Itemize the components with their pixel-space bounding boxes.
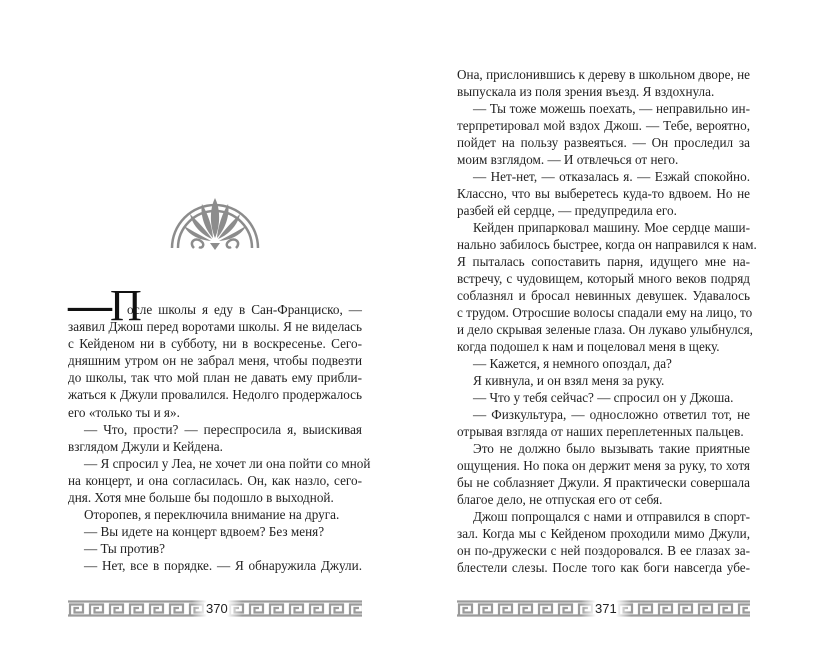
text-line: дня. Хотя мне больше бы подошло в выходной. (68, 490, 334, 506)
text-line: до школы, так что мой план не давать ему прибли- (68, 370, 362, 386)
text-line: — Кажется, я немного опоздал, да? (473, 356, 672, 371)
text-line: — Ты тоже можешь поехать, — неправильно ин- (473, 101, 750, 116)
text-line: выпускала из поля зрения въезд. Я вздохнула. (457, 84, 715, 99)
right-page-footer (457, 600, 750, 617)
drop-cap-dash: — (68, 281, 110, 330)
text-line: — Физкультура, — односложно ответил тот, не (473, 407, 750, 422)
text-line: Я пыталась сопоставить парня, идущего мне на- (457, 254, 750, 269)
text-line: заявил Джош перед воротами школы. Я не виделась (68, 319, 362, 335)
text-line: нально забилось быстрее, когда он направился к нам. (457, 237, 757, 252)
text-line: — Что, прости? — переспросила я, выискивая (84, 421, 362, 437)
text-line: жаться к Джули провалился. Недолго продержалось (68, 387, 362, 403)
text-line: зал. Когда мы с Кейденом проходили мимо Джули, (457, 526, 750, 541)
text-line: Это не должно было вызывать такие приятные (473, 441, 750, 456)
text-line: соблазнял и бросал невинных девушек. Удавалось (457, 288, 750, 303)
text-line: отрывая взгляда от наших переплетенных пальцев. (457, 424, 744, 439)
left-page-text (68, 281, 371, 575)
drop-cap (68, 281, 140, 330)
text-line: с Кейденом ни в субботу, ни в воскресенье. Сего- (68, 336, 362, 352)
text-line: с трудом. Отросшие волосы спадали ему на лицо, то (457, 305, 753, 320)
text-line: бы не соблазняет Джули. Я практически совершала (457, 475, 750, 490)
text-line: разбей ей сердце, — предупредила его. (457, 203, 677, 218)
text-line: — Нет-нет, — отказалась я. — Езжай спокойно. (473, 169, 750, 184)
drop-cap-letter: П (110, 281, 140, 330)
text-line: взглядом Джули и Кейдена. (68, 438, 223, 454)
text-line: — Нет, все в порядке. — Я обнаружила Джули. (84, 558, 362, 574)
page-number: 371 (581, 598, 631, 619)
text-line: ощущения. Но пока он держит меня за руку, то хотя (457, 458, 750, 473)
text-line: — Я спросил у Леа, не хочет ли она пойти со мной (84, 455, 371, 471)
text-line: пойдет на пользу развеяться. — Он проследил за (457, 135, 750, 150)
text-line: Классно, что вы выберетесь куда-то вдвоем. Но не (457, 186, 750, 201)
text-line: — Ты против? (84, 541, 166, 557)
text-line: — Что у тебя сейчас? — спросил он у Джоша. (473, 390, 734, 405)
text-line: его «только ты и я». (68, 404, 180, 420)
page-number: 370 (192, 598, 242, 619)
text-line: Я кивнула, и он взял меня за руку. (473, 373, 665, 388)
first-line-text: осле школы я еду в Сан-Франциско, — (127, 302, 362, 317)
left-page-footer (68, 600, 362, 617)
text-line: Она, прислонившись к дереву в школьном дворе, не (457, 67, 750, 82)
right-page-text (457, 66, 757, 576)
text-line: моим взглядом. — И отвлечься от него. (457, 152, 679, 167)
text-line: когда подошел к нам и поцеловал меня в щеку. (457, 339, 720, 354)
text-line: Оторопев, я переключила внимание на друга. (84, 507, 340, 523)
text-line: на концерт, и она согласилась. Он, как назло, сего- (68, 472, 362, 488)
text-line: — Вы идете на концерт вдвоем? Без меня? (84, 524, 325, 540)
text-line: Кейден припарковал машину. Мое сердце маши- (473, 220, 750, 235)
palmette-ornament-icon (166, 190, 264, 254)
text-line: встречу, с чудовищем, который много веков подряд (457, 271, 750, 286)
text-line: терпретировал мой вздох Джош. — Тебе, вероятно, (457, 118, 750, 133)
text-line: благое дело, не отпуская его от себя. (457, 492, 663, 507)
text-line: и дело скрывая зеленые глаза. Он лукаво улыбнулся, (457, 322, 753, 337)
text-line: Джош попрощался с нами и отправился в спорт- (473, 509, 750, 524)
text-line: он по-дружески с ней поздоровался. В ее глазах за- (457, 543, 750, 558)
text-line: блестели слезы. После того как боги навсегда убе- (457, 560, 750, 575)
text-line: дняшним утром он не забрал меня, чтобы подвезти (68, 353, 362, 369)
